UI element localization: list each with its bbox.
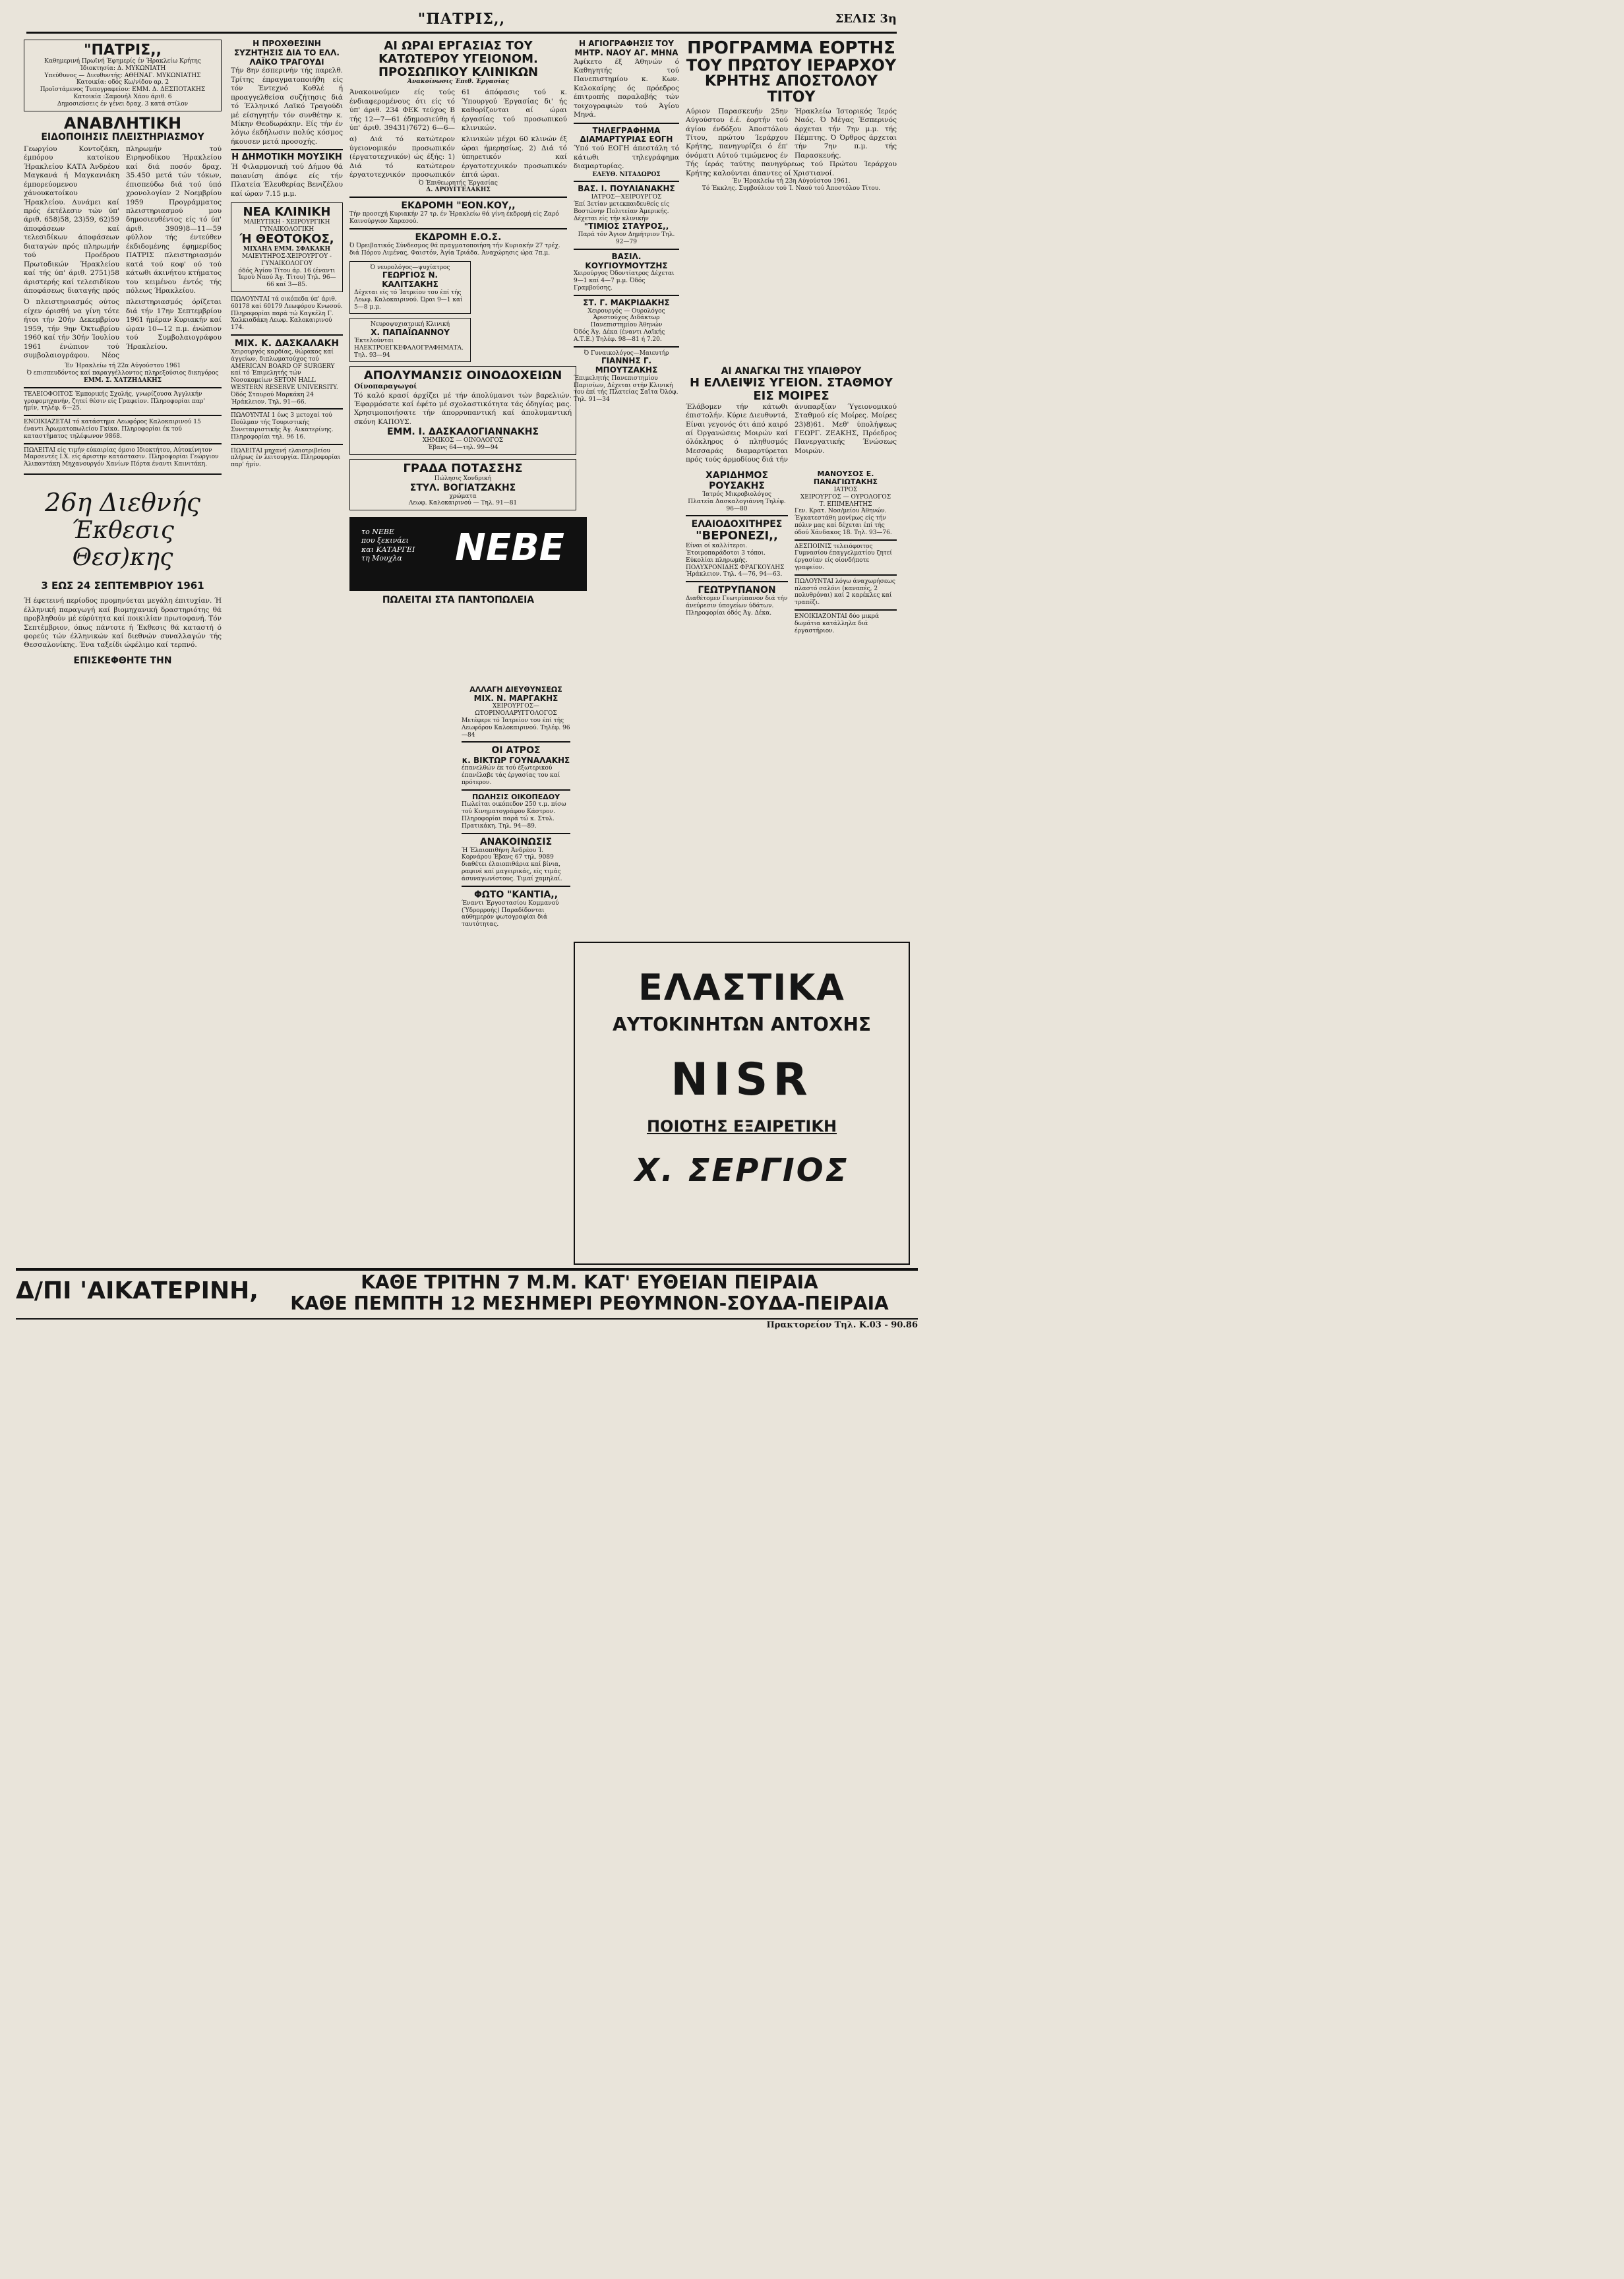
pap-role: Ό νευρολόγος—ψυχίατρος (370, 264, 450, 271)
auction-heading-2: ΕΙΔΟΠΟΙΗΣΙΣ ΠΛΕΙΣΤΗΡΙΑΣΜΟΥ (41, 131, 204, 142)
clinic-ad (231, 202, 343, 292)
oino-role: ΧΗΜΙΚΟΣ — ΟΙΝΟΛΟΓΟΣ (422, 437, 504, 444)
pap-ad (795, 470, 897, 635)
poul-name: ΒΑΣ. Ι. ΠΟΥΛΙΑΝΑΚΗΣ (578, 184, 675, 194)
rous-role: Ίατρός Μικροβιολόγος (702, 491, 771, 498)
column-2 (231, 40, 343, 469)
column-45 (686, 366, 897, 634)
auction-sign-role: Ό επισπευδόντος καί παραγγέλλοντος πληρεξούσιος δικηγόρος (26, 370, 219, 377)
geo-title: ΓΕΩΤΡΥΠΑΝΟΝ (698, 585, 776, 596)
ferry-name: Δ/ΠΙ 'ΑΙΚΑΤΕΡΙΝΗ, (16, 1277, 258, 1304)
tire-quality: ΠΟΙΟΤΗΣ ΕΞΑΙΡΕΤΙΚΗ (646, 1116, 837, 1136)
mpou-name: ΓΙΑΝΝΗΣ Γ. ΜΠΟΥΤΖΑΚΗΣ (595, 356, 658, 375)
tire-brand: NISR (671, 1053, 813, 1106)
pap-name: ΓΕΩΡΓΙΟΣ Ν. ΚΑΛΙΤΣΑΚΗΣ (382, 270, 438, 289)
ferry-schedule (280, 1272, 899, 1314)
bero-title: ΕΛΑΙΟΔΟΧΙΤΗΡΕΣ (691, 519, 783, 530)
masthead-line-2: Ίδιοκτησία: Δ. ΜΥΚΩΝΙΑΤΗ (79, 65, 166, 72)
kat-1: ΔΕΣΠΟΙΝΙΣ τελειόφοιτος Γυμνασίου έπαγγελματίου ζητεί έργασίαν είς οίονδήποτε γραφείον. (795, 543, 892, 571)
anak-title: ΑΝΑΚΟΙΝΩΣΙΣ (479, 836, 553, 847)
classified-2: ΕΝΟΙΚΙΑΖΕΤΑΙ τό κατάστημα Λεωφόρος Καλοκαιρινού 15 έναντι Άρωματοπωλείου Γκίκα. Πληροφορίαι έκ τού καταστήματος τηλέφωνον 9868. (24, 419, 201, 440)
mak-text: Όδός Άγ. Δέκα (έναντι Λαϊκής Α.Τ.Ε.) Τηλέφ. 98—81 ή 7.20. (574, 328, 665, 343)
mak-name: ΣΤ. Γ. ΜΑΚΡΙΔΑΚΗΣ (583, 297, 670, 307)
poul-address: Παρά τόν Άγιον Δημήτριον Τηλ. 92—79 (578, 231, 675, 245)
pap-box (349, 261, 471, 315)
rous-ad (686, 470, 788, 635)
pap-ad-role: ΧΕΙΡΟΥΡΓΟΣ — ΟΥΡΟΛΟΓΟΣ (800, 493, 891, 501)
nebe-brand: ΝΕΒΕ (455, 526, 565, 570)
expo-ad (24, 488, 222, 666)
oino-name: ΕΜΜ. Ι. ΔΑΣΚΑΛΟΓΙΑΝΝΑΚΗΣ (386, 427, 539, 438)
excursion-text: Τήν προσεχή Κυριακήν 27 τρ. έν Ήρακλείω θά γίνη έκδρομή είς Ζαρό Καινούργιον Χαρασού. (349, 211, 559, 226)
hours-text-2: α) Διά τό κατώτερον ύγειονομικόν προσωπικόν (έργατοτεχνικόν) ώς έξής: 1) Διά τό κατώτερον έργατοτεχνικόν προσωπικόν κλινικών μέχρι 60 κλινών έξ ώραι ήμερησίως. 2) Διά τό ύπηρετικόν καί έργατοτεχνικόν προσωπικόν έπτά ώραι. (349, 135, 567, 179)
goun-title: ΟΙ ΑΤΡΟΣ (491, 745, 541, 756)
marg-text: Μετέφερε τό Ίατρείον του έπί τής Λεωφόρου Καλοκαιρινού. Τηλέφ. 96—84 (462, 717, 570, 739)
ferry-banner (16, 1268, 918, 1330)
newspaper-title: "ΠΑΤΡΙΣ,, (417, 11, 506, 28)
neuro-name: Χ. ΠΑΠΑΪΩΑΝΝΟΥ (371, 328, 450, 338)
potash-ad (349, 459, 576, 510)
tire-title: ΕΛΑΣΤΙΚΑ (638, 967, 845, 1008)
pap-ad-title: ΙΑΤΡΟΣ (833, 487, 858, 494)
hours-sub: Άνακοίνωσις Έπιθ. Έργασίας (407, 78, 510, 86)
classified-3: ΠΩΛΕΙΤΑΙ είς τιμήν εύκαιρίας όμοιο Ιδιοκτήτου, Αύτοκίνητον Mαρσεντές I.X. είς άριστην κατάστασιν. Πληροφορίαι Γεώργιον Άλιπαντάκη Μηχανουργόν Χανίων Πόρτα έναντι Καινιτάκη. (24, 446, 219, 468)
tire-subtitle: ΑΥΤΟΚΙΝΗΤΩΝ ΑΝΤΟΧΗΣ (612, 1014, 872, 1035)
bero-brand: "ΒΕΡΟΝΕΖΙ,, (696, 529, 778, 543)
masthead-line-1: Καθημερινή Πρωϊνή Έφημερίς έν Ήρακλείω Κρήτης (44, 58, 201, 65)
neuro-text: Έκτελούνται ΗΛΕΚΤΡΟΕΓΚΕΦΑΛΟΓΡΑΦΗΜΑΤΑ. Τηλ. 93—94 (354, 337, 464, 359)
mak-role: Χειρουργός — Ουρολόγος (587, 307, 665, 315)
newspaper-page (0, 0, 949, 1333)
auction-text-2: Ό πλειστηριασμός ούτος είχεν όρισθή να γίνη τότε ήτοι τήν 20ήν Δεκεμβρίου 1959, τήν 9ην Όκτωβρίου 1960 καί τήν 30ήν Ίουλίου 1961 ένώπιον τού συμβολαιογράφου. Νέος πλειστηριασμός όρίζεται διά τήν 17ην Σεπτεμβρίου 1961 ήμέραν Κυριακήν καί ώραν 10—12 π.μ. ένώπιον τού Συμβολαιογράφου Ήρακλείου. (24, 298, 222, 360)
kouk-name: ΒΑΣΙΛ. ΚΟΥΓΙΟΥΜΟΥΤΖΗΣ (585, 251, 668, 270)
kouk-text: Χειρούργος Όδοντίατρος Δέχεται 9—1 καί 4—7 μ.μ. Όδός Γραμβούσης. (574, 270, 675, 291)
program-text-2: Τής ίεράς ταύτης πανηγύρεως τού Πρώτου Ίεράρχου Κρήτης καλούνται άπαντες οί Χριστιανοί. (686, 160, 897, 177)
oino-text: Τό καλό κρασί άρχίζει μέ τήν άπολύμανσι τών βαρελιών. Έφαρμόσατε καί έφέτο μέ σχολαστικότητα τάς όδηγίας μας. Χρησιμοποιήσατε τήν άπορρυπαντική καί άπολυμαντική σκόνη ΚΑΠΟΥΣ. (354, 391, 572, 426)
hours-sign-role: Ό Έπιθεωρητής Έργασίας (419, 179, 498, 187)
kat-3: ΕΝΟΙΚΙΑΖΟΝΤΑΙ δύο μικρά δωμάτια κατάλληλα διά έργαστήριον. (795, 613, 880, 634)
column-3b (462, 686, 570, 928)
poul-clinic: "ΤΙΜΙΟΣ ΣΤΑΥΡΟΣ,, (584, 222, 669, 231)
expo-title-2: Έκθεσις Θεσ)κης (71, 517, 174, 572)
tire-ad (574, 942, 910, 1265)
dask-text: Χειρουργός καρδίας, θώρακος καί άγγείων, διπλωματούχος τού AMERICAN BOARD OF SURGERY καί τό Έπιμελητής τών Νοσοκομείων SETON HALL WESTERN RESERVE UNIVERSITY. Όδός Σταυρού Μαρκάκη 24 Ήράκλειον. Τηλ. 91—66. (231, 349, 338, 406)
telegram-heading: ΤΗΛΕΓΡΑΦΗΜΑ ΔΙΑΜΑΡΤΥΡΙΑΣ ΕΟΓΗ (580, 125, 673, 144)
page-number: ΣΕΛΙΣ 3η (835, 12, 897, 26)
kat-2: ΠΩΛΟΥΝΤΑΙ λόγω άναχωρήσεως πλαστό σαλόνι (καναπές, 2 πολυθρόναι) καί 2 καρέκλες καί τραπέζι. (795, 578, 895, 607)
poul-text: Έπί 3ετίαν μετεκπαιδευθείς είς Βοστώνην Πολιτείαν Άμερικής. Δέχεται είς τήν κλινικήν (574, 200, 670, 222)
program-text-1: Αύριον Παρασκευήν 25ην Αύγούστου έ.έ. έορτήν τού άγίου ένδόξου Άποστόλου Τίτου, πρώτου Ίεράρχου Κρήτης, πανηγυρίζει ό έπ' όνόματι Αύτού τιμώμενος έν Ήρακλείω Ίστορικός Ίερός Ναός. Ό Μέγας Έσπερινός άρχεται τήν 7ην μ.μ. τής Πέμπτης. Ό Όρθρος άρχεται τήν 7ην π.μ. τής Παρασκευής. (686, 107, 897, 160)
potash-address: Λεωφ. Καλοκαιρινού — Τηλ. 91—81 (408, 500, 518, 507)
hagiography-text: Άφίκετο έξ Άθηνών ό Καθηγητής τού Πανεπιστημίου κ. Κων. Καλοκαίρης ός πρόεδρος έπιτροπής παραλαβής τών τοιχογραφιών τού Άγίου Μηνά. (574, 57, 679, 119)
telegram-sign: ΕΛΕΥΘ. ΝΙΤΑΔΩΡΟΣ (592, 171, 661, 178)
needs-heading: ΑΙ ΑΝΑΓΚΑΙ ΤΗΣ ΥΠΑΙΘΡΟΥ (721, 366, 862, 377)
column-5 (686, 40, 897, 193)
marg-role: ΧΕΙΡΟΥΡΓΟΣ—ΩΤΟΡΙΝΟΛΑΡΥΓΓΟΛΟΓΟΣ (475, 703, 557, 717)
masthead-box (24, 40, 222, 111)
program-heading-1: ΠΡΟΓΡΑΜΜΑ ΕΟΡΤΗΣ (687, 38, 895, 58)
pap-ad-text: Γεν. Κρατ. Νοσ/μείου Άθηνών. Έγκατεστάθη μονίμως είς τήν πόλιν μας καί δέχεται έπί τής όδού Χάνδακος 18. Τηλ. 93—76. (795, 508, 892, 536)
telegram-text: Ύπό τού ΕΟΓΗ άπεστάλη τό κάτωθι τηλεγράφημα διαμαρτυρίας. (574, 144, 679, 171)
top-header (26, 5, 897, 34)
auction-text-1: Γεωργίου Κοντοζάκη, έμπόρου κατοίκου Ήρακλείου ΚΑΤΑ Άνδρέου Μαγκανά ή Μαγκανιάκη έμπορεύομενου χάνουκατοίκου Ήρακλείου. Δυνάμει καί πρός έκτέλεσιν τών ύπ' άριθ. 658)58, 23)59, 62)59 άποφάσεων καί τελεσιδίκων άποφάσεων διαταγών πρός πληρωμήν τού Προέδρου Πρωτοδικών Ήρακλείου καί τής ύπ' άριθ. 2751)58 άριστερής καί τελεσιδίκου άποφάσεως διαταγής πρός πληρωμήν τού Ειρηνοδίκου Ήρακλείου καί διά ποσόν δραχ. 35.450 μετά τών τόκων, έπισπεύδω διά τού ύπό χρονολογίαν 2 Νοεμβρίου 1959 Προγράμματος πλειστηριασμού μου δημοσιευθέντος είς τό ύπ' άριθ. 3909)8—11—59 φύλλον τής έντεύθεν έκδιδομένης έφημερίδος ΠΑΤΡΙΣ πλειστηριασμόν κατά τού κοφ' ού τού κάτωθι άκινήτου κτήματος του κειμένου έντός τής πόλεως Ήρακλείου. (24, 144, 222, 295)
clinic-doctor: ΜΙΧΑΗΛ ΕΜΜ. ΣΦΑΚΑΚΗ (243, 246, 331, 253)
dask-name: ΜΙΧ. Κ. ΔΑΣΚΑΛΑΚΗ (234, 338, 340, 349)
clinic-name: Ή ΘΕΟΤΟΚΟΣ, (239, 232, 334, 247)
program-heading-2: ΤΟΥ ΠΡΩΤΟΥ ΙΕΡΑΡΧΟΥ (686, 56, 897, 75)
rous-address: Πλατεία Δασκαλογιάννη Τηλέφ. 96—80 (688, 498, 786, 512)
clinic-sub: ΜΑΙΕΥΤΙΚΗ - ΧΕΙΡΟΥΡΓΙΚΗ ΓΥΝΑΙΚΟΛΟΓΙΚΗ (243, 218, 330, 233)
masthead-line-3: Υπεύθυνος — Διευθυντής: ΑΘΗΝΑΓ. ΜΥΚΩΝΙΑΤΗΣ (44, 72, 201, 79)
pap-ad-name: ΜΑΝΟΥΣΟΣ Ε. ΠΑΝΑΓΙΩΤΑΚΗΣ (813, 469, 878, 487)
clinic-title: ΝΕΑ ΚΛΙΝΙΚΗ (243, 205, 331, 220)
sale-3: ΠΩΛΕΙΤΑΙ μηχανή ελαιοτριβείου πλήρως έν λειτουργία. Πληροφορίαι παρ' ήμίν. (231, 447, 341, 469)
song-text: Τήν 8ην έσπερινήν τής παρελθ. Τρίτης έπραγματοποιήθη είς τόν Έντεχνό Κοθλέ ή προαγγελθείσα συζήτησις διά τό Έλληνικό Λαϊκό Τραγούδι μέ είσηγητήν τόν συνθέτην κ. Μίκην Θεοδωράκην. Είς τήν έν λόγω έκδήλωσιν πολύς κόσμος ήκουσεν μετά προσοχής. (231, 67, 343, 146)
oino-ad (349, 366, 576, 455)
tire-seller: Χ. ΣΕΡΓΙΟΣ (634, 1152, 849, 1190)
geo-text: Διαθέτομεν Γεωτρύπανον διά τήν άνεύρεσιν ύπογείων ύδάτων. Πληροφορίαι όδός Άγ. Δέκα. (686, 595, 788, 617)
masthead-line-7: Δημοσιεύσεις έν γένει δραχ. 3 κατά στίλον (57, 100, 189, 107)
music-text: Ή Φιλαρμονική τού Δήμου θά παιανίση άπόψε είς τήν Πλατεία Έλευθερίας Βενιζέλου καί ώραν 7.15 μ.μ. (231, 163, 343, 198)
goun-name: κ. ΒΙΚΤΩΡ ΓΟΥΝΑΛΑΚΗΣ (462, 755, 570, 765)
plot-title: ΠΩΛΗΣΙΣ ΟΙΚΟΠΕΔΟΥ (471, 792, 560, 801)
mpou-role: Ό Γυναικολόγος—Μαιευτήρ (584, 349, 669, 357)
program-sign-place: Έν Ήρακλείω τή 23η Αύγούστου 1961. (732, 178, 851, 185)
expo-title-1: 26η Διεθνής (45, 488, 200, 518)
expo-footer: ΕΠΙΣΚΕΦΘΗΤΕ ΤΗΝ (73, 655, 172, 666)
sale-2: ΠΩΛΟΥΝΤΑΙ 1 έως 3 μετοχαί τού Πούλμαν τής Τουριστικής Συνεταιριστικής Άγ. Αικατερίνης. Πληροφορίαι τηλ. 96 16. (231, 412, 334, 441)
kant-title: ΦΩΤΟ "ΚΑΝΤΙΑ,, (473, 889, 558, 900)
anak-text: Ή Έλαιοπιθήνη Άνδρέου Ί. Κορνάρου Έβανς 67 τηλ. 9089 διαθέτει έλαιοπιθάρια καί βίνια, ραφινέ καί μαγειρικάς, είς τιμάς άσυναγωνίστους. Τιμαί χαμηλαί. (462, 847, 562, 882)
auction-sign-place: Έν Ήρακλείω τή 22α Αύγούστου 1961 (64, 363, 181, 370)
potash-sub: Πώλησις Χονδρική (434, 475, 492, 482)
marg-name: ΜΙΧ. Ν. ΜΑΡΓΑΚΗΣ (473, 693, 558, 703)
neuro-role: Νευροψυχιατρική Κλινική (371, 321, 450, 328)
clinic-role: ΜΑΙΕΥΤΗΡΟΣ-ΧΕΙΡΟΥΡΓΟΥ - ΓΥΝΑΙΚΟΛΟΓΟΥ (242, 253, 332, 267)
goun-text: έπανελθών έκ τού έξωτερικού έπανέλαβε τάς έργασίας του καί πρότερον. (462, 765, 560, 786)
nebe-footer: ΠΩΛΕΙΤΑΙ ΣΤΑ ΠΑΝΤΟΠΩΛΕΙΑ (382, 595, 535, 606)
expo-text: Ή έφετεινή περίοδος προμηνύεται μεγάλη έπιτυχίαν. Ή έλληνική παραγωγή καί βιομηχανική δραστηριότης θά προβληθούν μέ εύρύτητα καί ποικιλίαν πρωτοφανή. Τόν Σεπτέμβριον, όπως πάντοτε ή Έκθεσις θά καταστή ό φορεύς τών έλληνικών καί διεθνών συναλλαγών τής Θεσσαλονίκης. Ένα ταξείδι ώφέλιμο καί τερπνό. (24, 597, 222, 650)
rous-name: ΧΑΡΙΔΗΜΟΣ ΡΟΥΣΑΚΗΣ (705, 470, 769, 491)
classified-1: ΤΕΛΕΙΟΦΟΙΤΟΣ Έμπορικής Σχολής, γνωρίζουσα Άγγλικήν γραφομηχανήν, ζητεί θέσιν είς Γραφείον. Πληροφορίαι παρ' ήμίν, τηλέφ. 6—25. (24, 390, 205, 412)
moires-text: Έλάβομεν τήν κάτωθι έπιστολήν. Κύριε Διευθυντά, Είναι γεγονός ότι άπό καιρό αί Όργανώσεις Μοιρών καί όλόκληρος ό πληθυσμός Μεσσαράς διαμαρτύρεται πρός τούς άρμοδίους διά τήν άνυπαρξίαν Ύγειονομικού Σταθμού είς Μοίρες. Μοίρες 23)8)61. Μεθ' ύπολήψεως ΓΕΩΡΓ. ΖΕΑΚΗΣ, Πρόεδρος Πανεργατικής Ένώσεως Μοιρών. (686, 402, 897, 464)
pap-ad-role2: Τ. ΕΠΙΜΕΛΗΤΗΣ (819, 501, 872, 508)
masthead-line-4: Κατοικία: οδός Κω/νίδου αρ. 2 (76, 79, 169, 86)
potash-title: ΓΡΑΔΑ ΠΟΤΑΣΣΗΣ (403, 461, 523, 475)
poul-role: ΙΑΤΡΟΣ—ΧΕΙΡΟΥΡΓΟΣ (591, 194, 662, 201)
potash-name: ΣΤΥΛ. ΒΟΓΙΑΤΖΑΚΗΣ (409, 482, 516, 493)
column-1 (24, 40, 222, 666)
music-heading: Η ΔΗΜΟΤΙΚΗ ΜΟΥΣΙΚΗ (231, 152, 342, 163)
hagiography-heading: Η ΑΓΙΟΓΡΑΦΗΣΙΣ ΤΟΥ ΜΗΤΡ. ΝΑΟΥ ΑΓ. ΜΗΝΑ (574, 39, 678, 57)
excursion-heading: ΕΚΔΡΟΜΗ "ΕΟΝ.ΚΟΥ,, (401, 200, 516, 212)
column-3 (349, 39, 572, 606)
hours-heading: ΑΙ ΩΡΑΙ ΕΡΓΑΣΙΑΣ ΤΟΥ ΚΑΤΩΤΕΡΟΥ ΥΓΕΙΟΝΟΜ. ΠΡΟΣΩΠΙΚΟΥ ΚΛΙΝΙΚΩΝ (378, 39, 539, 79)
ferry-footer: Πρακτορείον Τηλ. Κ.03 - 90.86 (766, 1320, 918, 1330)
masthead-name: "ΠΑΤΡΙΣ,, (84, 42, 162, 59)
mak-qual: Άριστούχος Διδάκτωρ Πανεπιστημίου Άθηνών (590, 315, 663, 329)
kant-text: Έναντι Έργοστασίου Κομμανού (Ύδρορροής) Παραδίδονται αύθημερόν φωτογραφίαι διά ταυτότητας. (462, 899, 559, 928)
potash-colors: χρώματα (449, 493, 477, 500)
song-heading: Η ΠΡΟΧΘΕΣΙΝΗ ΣΥΖΗΤΗΣΙΣ ΔΙΑ ΤΟ ΕΛΛ. ΛΑΪΚΟ ΤΡΑΓΟΥΔΙ (233, 39, 340, 67)
clinic-address: όδός Άγίου Τίτου άρ. 16 (έναντι Ίερού Ναού Άγ. Τίτου) Τηλ. 96—66 καί 3—85. (237, 267, 336, 289)
neuro-box (349, 318, 471, 362)
sale-1: ΠΩΛΟΥΝΤΑΙ τά οικόπεδα ύπ' άριθ. 60178 καί 60179 Λεωφόρου Κνωσού. Πληροφορίαι παρά τώ Καγκέλη Γ. Χαλκιαδάκη Λεωφ. Καλοκαιρινού 174. (231, 295, 343, 332)
program-heading-3: ΚΡΗΤΗΣ ΑΠΟΣΤΟΛΟΥ ΤΙΤΟΥ (704, 73, 878, 106)
moires-heading: Η ΕΛΛΕΙΨΙΣ ΥΓΕΙΟΝ. ΣΤΑΘΜΟΥ ΕΙΣ ΜΟΙΡΕΣ (689, 376, 893, 403)
auction-heading-1: ΑΝΑΒΛΗΤΙΚΗ (63, 113, 182, 133)
nebe-slogan: το ΝΕΒΕ που ξεκινάει και ΚΑΤΑΡΓΕΙ τη Μουχλα (361, 528, 415, 562)
pap-text: Δέχεται είς τό Ίατρείον του έπί τής Λεωφ. Καλοκαιρινού. Ώραι 9—1 καί 5—8 μ.μ. (354, 289, 463, 311)
bero-text: Είναι οί καλλίτεροι. Έτοιμοπαράδοτοι 3 τόποι. Εύκολίαι πληρωμής. ΠΟΛΥΧΡΟΝΙΔΗΣ ΦΡΑΓΚΟΥΛΗΣ Ήράκλειον. Τηλ. 4—76, 94—63. (686, 543, 785, 578)
mpou-text: Έπιμελητής Πανεπιστημίου Παρισίων, Δέχεται στήν Κλινική του έπί τής Πλατείας Σαΐτα Όλόφ. Τηλ. 91—34 (574, 375, 678, 404)
ferry-line-1: ΚΑΘΕ ΤΡΙΤΗΝ 7 Μ.Μ. ΚΑΤ' ΕΥΘΕΙΑΝ ΠΕΙΡΑΙΑ (361, 1271, 818, 1293)
masthead-line-6: Κατοικία :Σαμουήλ Χάου άριθ. 6 (73, 94, 172, 101)
oino-sub: Οίνοπαραγωγοί (354, 382, 417, 391)
plot-text: Πωλείται οικόπεδον 250 τ.μ. πίσω τού Κινηματογράφου Κάστρον. Πληροφορίαι παρά τώ κ. Στυλ. Πρατικάκη. Τηλ. 94—89. (462, 801, 566, 830)
eos-text: Ό Όρειβατικός Σύνδεσμος θά πραγματοποιήση τήν Κυριακήν 27 τρέχ. διά Πόρου Λιμένας, Φαιστόν, Άγία Τριάδα. Άναχώρησις ώρα 7π.μ. (349, 242, 560, 257)
program-sign: Τό Έκκλης. Συμβούλιον τού Ί. Ναού τού Άποστόλου Τίτου. (702, 185, 881, 192)
hours-sign: Δ. ΔΡΟΥΓΓΕΛΑΚΗΣ (426, 187, 491, 194)
nebe-logo (349, 517, 587, 591)
expo-dates: 3 ΕΩΣ 24 ΣΕΠΤΕΜΒΡΙΟΥ 1961 (41, 580, 204, 592)
column-4 (574, 40, 679, 404)
ferry-line-2: ΚΑΘΕ ΠΕΜΠΤΗ 12 ΜΕΣΗΜΕΡΙ ΡΕΘΥΜΝΟΝ-ΣΟΥΔΑ-ΠΕΙΡΑΙΑ (290, 1292, 889, 1315)
hours-text-1: Άνακοινούμεν είς τούς ένδιαφερομένους ότι είς τό ύπ' άριθ. 234 ΦΕΚ τεύχος Β τής 12—7—61 έδημοσιεύθη ή ύπ' άριθ. 39431)7672) 6—6—61 άπόφασις τού κ. Ύπουργού Έργασίας δι' ής καθορίζονται αί ώραι έργασίας τού προσωπικού κλινικών. (349, 88, 567, 132)
masthead-line-5: Προϊστάμενος Τυπογραφείου: ΕΜΜ. Δ. ΔΕΣΠΟΤΑΚΗΣ (40, 86, 206, 94)
marg-title: ΑΛΛΑΓΗ ΔΙΕΥΘΥΝΣΕΩΣ (469, 685, 562, 694)
eos-heading: ΕΚΔΡΟΜΗ Ε.Ο.Σ. (415, 231, 502, 243)
oino-address: Έβανς 64—τηλ. 99—94 (427, 444, 498, 452)
oino-title: ΑΠΟΛΥΜΑΝΣΙΣ ΟΙΝΟΔΟΧΕΙΩΝ (363, 369, 562, 383)
auction-sign-name: ΕΜΜ. Σ. ΧΑΤΖΗΔΑΚΗΣ (83, 377, 162, 384)
